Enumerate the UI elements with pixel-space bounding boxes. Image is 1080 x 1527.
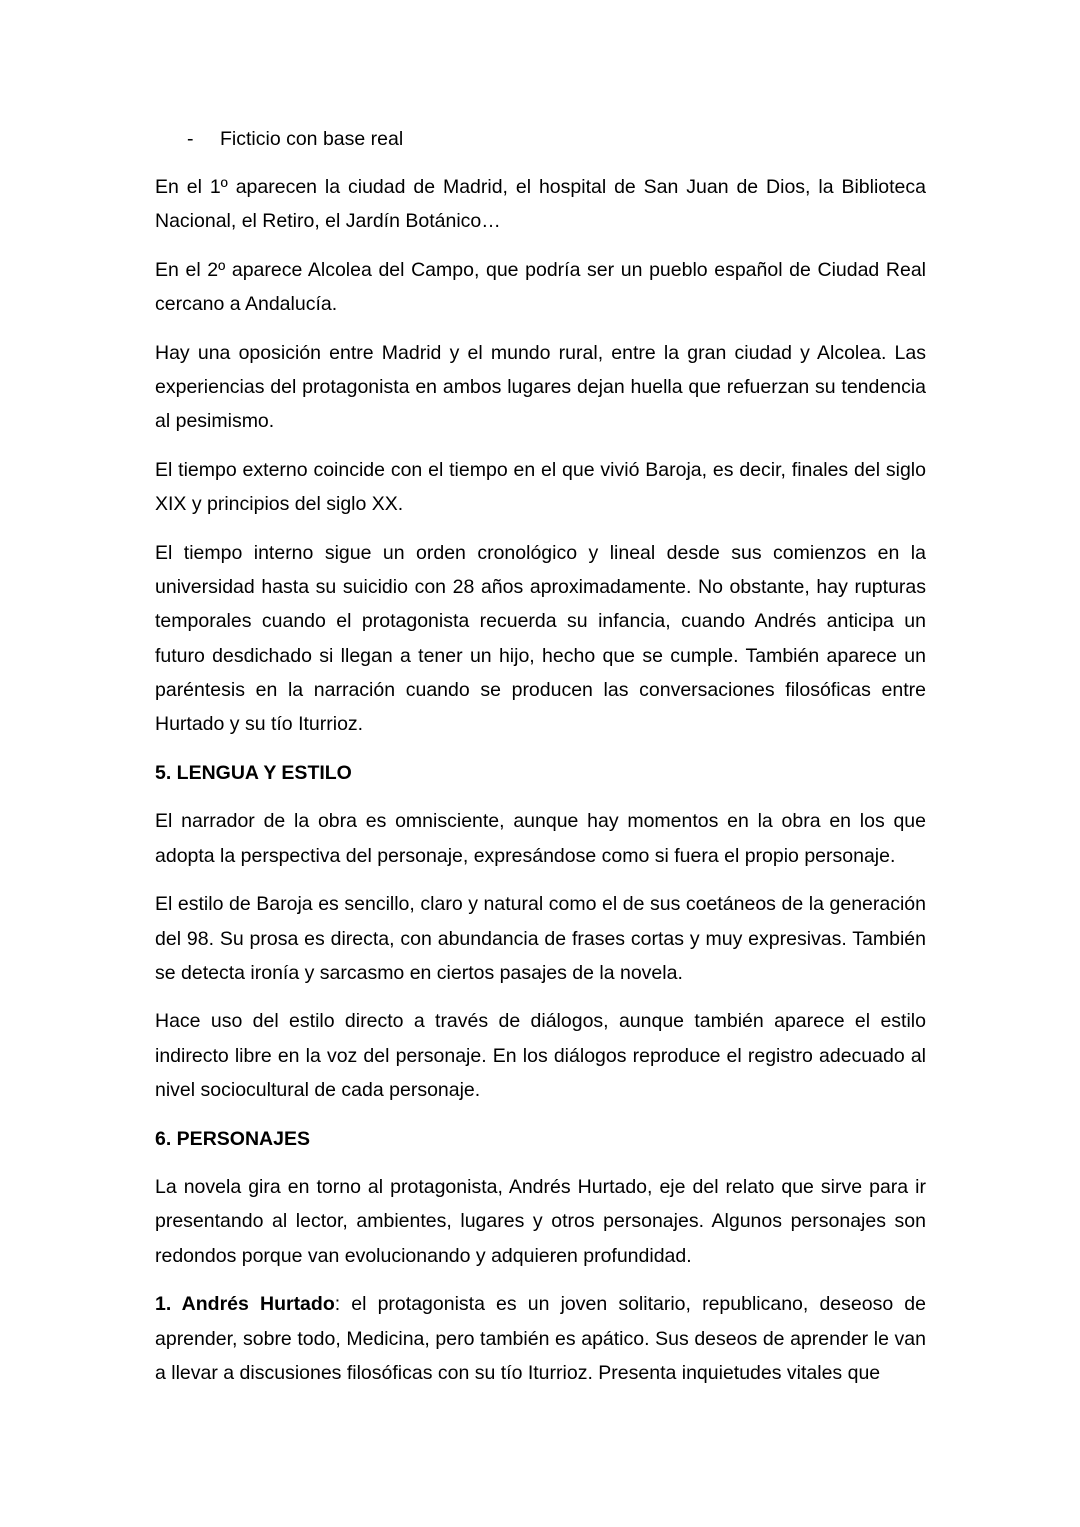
section-heading-language-style: 5. LENGUA Y ESTILO: [155, 761, 352, 784]
paragraph-setting-madrid: En el 1º aparecen la ciudad de Madrid, el hospital de San Juan de Dios, la Biblioteca Nacional, el Retiro, el Jardín Botánico…: [155, 176, 926, 233]
paragraph-narrator: El narrador de la obra es omnisciente, aunque hay momentos en la obra en los que adopta la perspectiva del personaje, expresándose como si fuera el propio personaje.: [155, 810, 926, 867]
paragraph-opposition: Hay una oposición entre Madrid y el mundo rural, entre la gran ciudad y Alcolea. Las experiencias del protagonista en ambos lugares dejan huella que refuerzan su tendencia al pesimismo.: [155, 342, 926, 433]
bullet-text: Ficticio con base real: [220, 128, 404, 150]
bullet-item: [155, 122, 926, 156]
document-page: [155, 122, 926, 1405]
paragraph-setting-alcolea: En el 2º aparece Alcolea del Campo, que podría ser un pueblo español de Ciudad Real cercano a Andalucía.: [155, 259, 926, 316]
paragraph-external-time: El tiempo externo coincide con el tiempo en el que vivió Baroja, es decir, finales del siglo XIX y principios del siglo XX.: [155, 459, 926, 516]
paragraph-style: El estilo de Baroja es sencillo, claro y natural como el de sus coetáneos de la generación del 98. Su prosa es directa, con abundancia de frases cortas y muy expresivas. También se detecta ironía y sarcasmo en ciertos pasajes de la novela.: [155, 893, 926, 984]
paragraph-dialogues: Hace uso del estilo directo a través de diálogos, aunque también aparece el estilo indirecto libre en la voz del personaje. En los diálogos reproduce el registro adecuado al nivel sociocultural de cada personaje.: [155, 1010, 926, 1101]
character-description: : el protagonista es un joven solitario, republicano, deseoso de aprender, sobre todo, Medicina, pero también es apático. Sus deseos de aprender le van a llevar a discusiones filosóficas con su tío Iturrioz. Presenta inquietudes vitales que: [155, 1293, 926, 1384]
bullet-marker: -: [187, 128, 194, 150]
paragraph-characters-intro: La novela gira en torno al protagonista, Andrés Hurtado, eje del relato que sirve para ir presentando al lector, ambientes, lugares y otros personajes. Algunos personajes son redondos porque van evolucionando y adquieren profundidad.: [155, 1176, 926, 1267]
character-term: 1. Andrés Hurtado: [155, 1293, 335, 1316]
paragraph-character-andres: [155, 1287, 926, 1390]
paragraph-internal-time: El tiempo interno sigue un orden cronológico y lineal desde sus comienzos en la universidad hasta su suicidio con 28 años aproximadamente. No obstante, hay rupturas temporales cuando el protagonista recuerda su infancia, cuando Andrés anticipa un futuro desdichado si llegan a tener un hijo, hecho que se cumple. También aparece un paréntesis en la narración cuando se producen las conversaciones filosóficas entre Hurtado y su tío Iturrioz.: [155, 542, 926, 736]
section-heading-characters: 6. PERSONAJES: [155, 1127, 310, 1150]
